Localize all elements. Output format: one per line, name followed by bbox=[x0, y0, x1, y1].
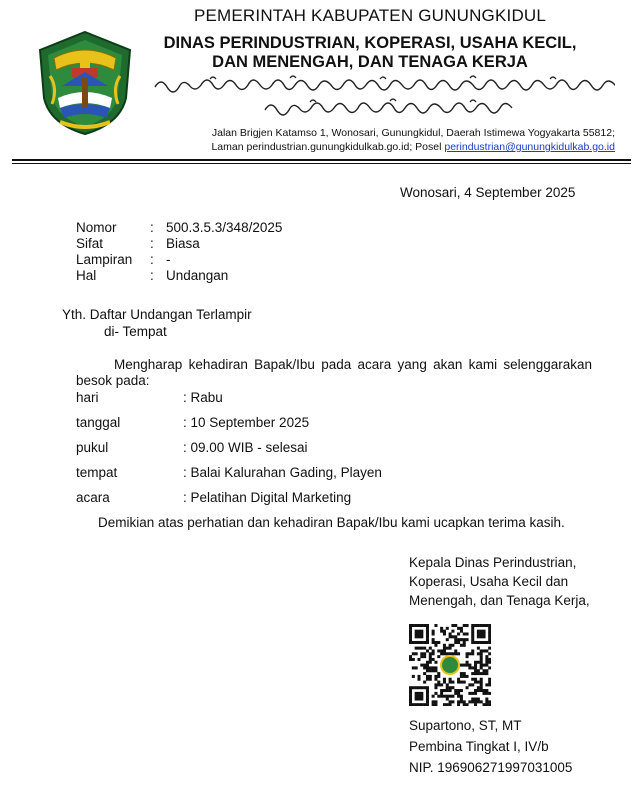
meta-key-nomor: Nomor bbox=[76, 220, 117, 235]
meta-value-sifat: Biasa bbox=[166, 236, 200, 251]
addressee: Yth. Daftar Undangan Terlampir bbox=[62, 307, 252, 322]
closing-sentence: Demikian atas perhatian dan kehadiran Bapak/Ibu kami ucapkan terima kasih. bbox=[98, 515, 565, 530]
detail-key-tempat: tempat bbox=[76, 465, 118, 480]
header-email-link[interactable]: perindustrian@gunungkidulkab.go.id bbox=[444, 141, 615, 153]
detail-key-hari: hari bbox=[76, 390, 99, 405]
detail-value-tanggal: : 10 September 2025 bbox=[183, 415, 310, 430]
detail-value-hari: : Rabu bbox=[183, 390, 223, 405]
qr-code-signature-icon bbox=[409, 624, 491, 706]
detail-value-acara: : Pelatihan Digital Marketing bbox=[183, 490, 352, 505]
detail-key-acara: acara bbox=[76, 490, 110, 505]
signer-title-line2: Koperasi, Usaha Kecil dan bbox=[409, 574, 569, 589]
header-government-name: PEMERINTAH KABUPATEN GUNUNGKIDUL bbox=[193, 6, 547, 25]
header-contact bbox=[150, 141, 615, 153]
detail-value-pukul: : 09.00 WIB - selesai bbox=[183, 440, 308, 455]
detail-key-tanggal: tanggal bbox=[76, 415, 121, 430]
signer-name: Supartono, ST, MT bbox=[409, 718, 522, 733]
javanese-script-icon bbox=[150, 73, 615, 95]
meta-value-nomor: 500.3.5.3/348/2025 bbox=[166, 220, 283, 235]
header-divider-thin bbox=[12, 163, 631, 164]
signer-title-line3: Menengah, dan Tenaga Kerja, bbox=[409, 593, 590, 608]
meta-colon: : bbox=[150, 268, 154, 283]
header-divider-thick bbox=[12, 159, 631, 161]
meta-key-sifat: Sifat bbox=[76, 236, 104, 251]
regency-coat-of-arms-icon bbox=[30, 28, 140, 138]
meta-value-lampiran: - bbox=[166, 252, 171, 267]
header-office-name-line2: DAN MENENGAH, DAN TENAGA KERJA bbox=[212, 53, 528, 71]
opening-paragraph: Mengharap kehadiran Bapak/Ibu pada acara yang akan kami selenggarakan besok pada: bbox=[76, 357, 592, 388]
header-address: Jalan Brigjen Katamso 1, Wonosari, Gunungkidul, Daerah Istimewa Yogyakarta 55812; bbox=[211, 127, 615, 139]
header-office-name-line1: DINAS PERINDUSTRIAN, KOPERASI, USAHA KECIL, bbox=[163, 34, 577, 52]
meta-key-hal: Hal bbox=[76, 268, 97, 283]
meta-colon: : bbox=[150, 236, 154, 251]
javanese-script-icon bbox=[260, 96, 525, 118]
signer-rank: Pembina Tingkat I, IV/b bbox=[409, 739, 549, 754]
header-website: Laman perindustrian.gunungkidulkab.go.id; Posel bbox=[211, 141, 445, 153]
meta-key-lampiran: Lampiran bbox=[76, 252, 133, 267]
addressee-place: di- Tempat bbox=[104, 324, 167, 339]
meta-value-hal: Undangan bbox=[166, 268, 229, 283]
signer-nip: NIP. 196906271997031005 bbox=[409, 760, 573, 775]
meta-colon: : bbox=[150, 252, 154, 267]
meta-colon: : bbox=[150, 220, 154, 235]
signer-title-line1: Kepala Dinas Perindustrian, bbox=[409, 555, 577, 570]
detail-value-tempat: : Balai Kalurahan Gading, Playen bbox=[183, 465, 382, 480]
detail-key-pukul: pukul bbox=[76, 440, 109, 455]
place-date: Wonosari, 4 September 2025 bbox=[400, 185, 576, 200]
